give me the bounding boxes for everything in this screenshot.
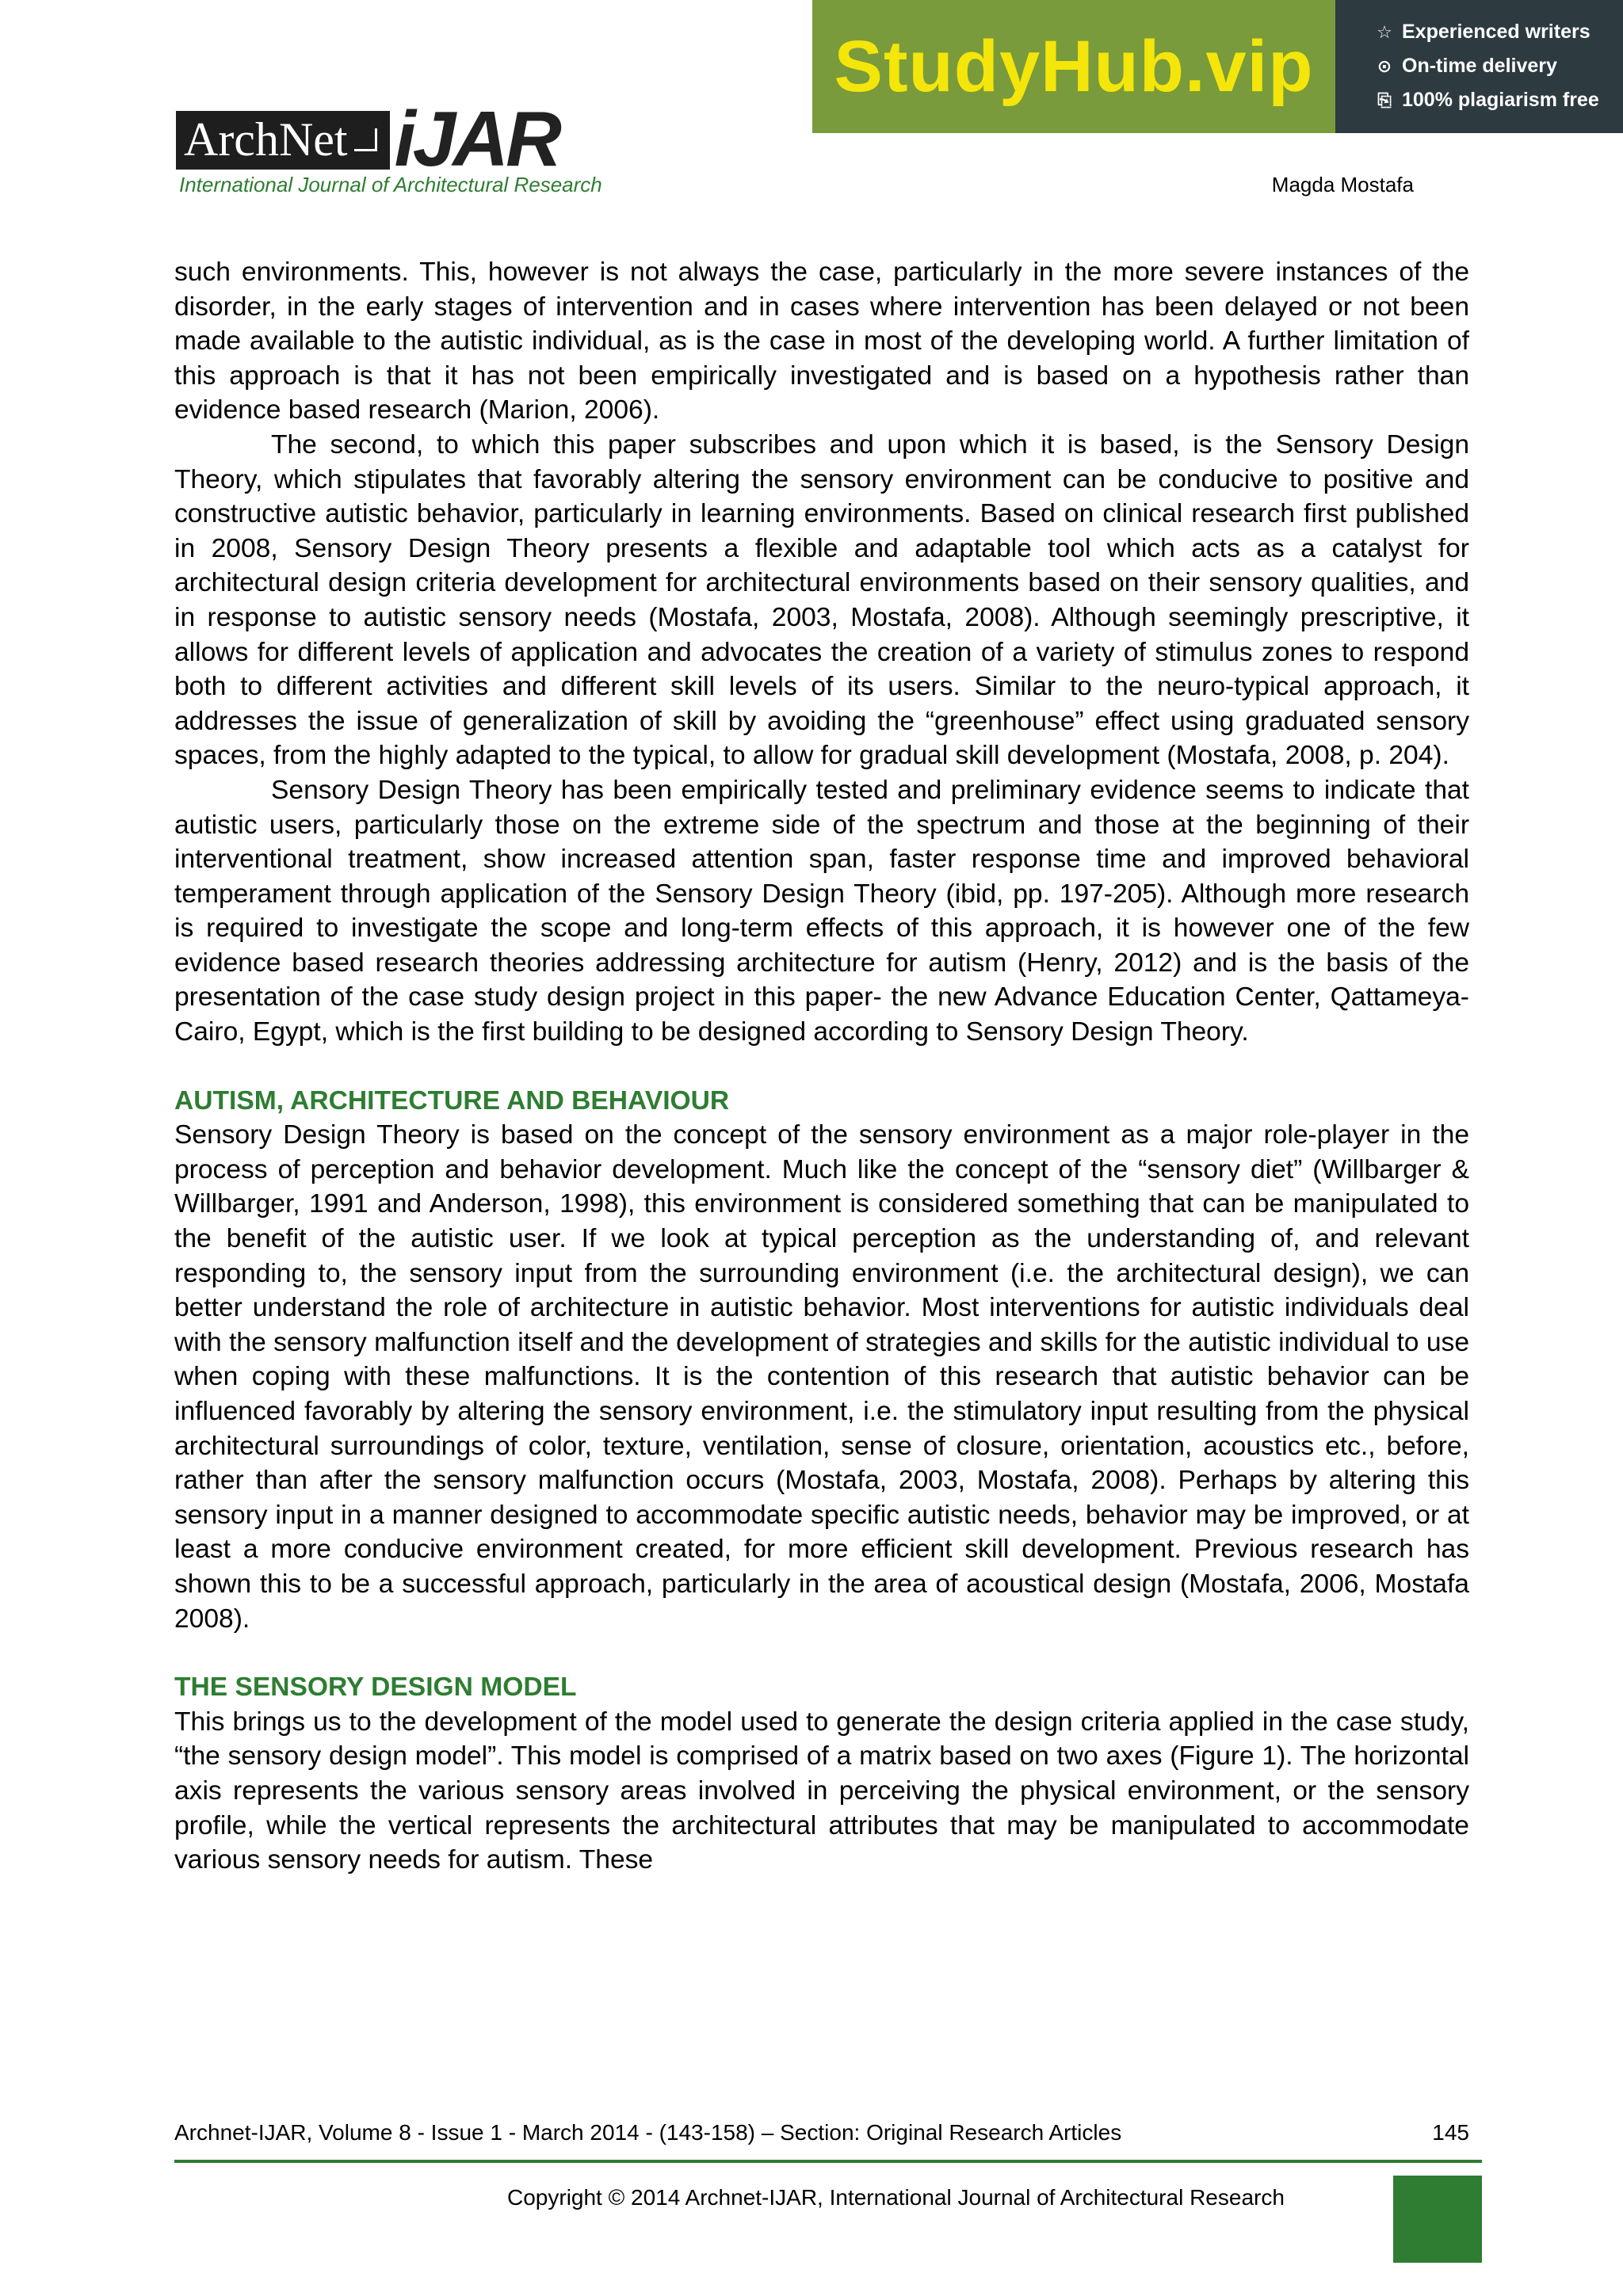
- author-name: Magda Mostafa: [1271, 173, 1414, 196]
- ad-feature-plagiarism: [1375, 89, 1623, 112]
- footer-citation-row: [174, 2120, 1469, 2145]
- star-icon: ☆: [1377, 21, 1392, 42]
- footer-green-box: [1393, 2176, 1482, 2263]
- ad-feature-label: 100% plagiarism free: [1402, 89, 1599, 111]
- section-heading: THE SENSORY DESIGN MODEL: [174, 1672, 577, 1703]
- paragraph: Sensory Design Theory is based on the concept of the sensory environment as a major role-player in the process of perception and behavior development. Much like the concept of the “sensory diet” (Willbarger & Willbarger, 1991 and Anderson, 1998), this environment is considered something that can be manipulated to the benefit of the autistic user. If we look at typical perception as the understanding of, and relevant responding to, the sensory input from the surrounding environment (i.e. the architectural design), we can better understand the role of architecture in autistic behavior. Most interventions for autistic individuals deal with the sensory malfunction itself and the development of strategies and skills for the autistic individual to use when coping with these malfunctions. It is the contention of this research that autistic behavior can be influenced favorably by altering the sensory environment, i.e. the stimulatory input resulting from the physical architectural surroundings of color, texture, ventilation, sense of closure, orientation, acoustics etc., before, rather than after the sensory malfunction occurs (Mostafa, 2003, Mostafa, 2008). Perhaps by altering this sensory input in a manner designed to accommodate specific autistic needs, behavior may be improved, or at least a more conducive environment created, for more efficient skill development. Previous research has shown this to be a successful approach, particularly in the area of acoustical design (Mostafa, 2006, Mostafa 2008).: [174, 1120, 1469, 1634]
- journal-logo: [176, 94, 642, 182]
- ad-feature-writers: [1375, 21, 1623, 44]
- footer-divider: [174, 2160, 1482, 2163]
- ad-banner[interactable]: [812, 0, 1623, 133]
- copy-icon: ⎘: [1377, 90, 1392, 110]
- page-number: 145: [1432, 2120, 1469, 2145]
- footer-citation: Archnet-IJAR, Volume 8 - Issue 1 - March 2014 - (143-158) – Section: Original Research Articles: [174, 2120, 1122, 2145]
- paragraph: The second, to which this paper subscribes and upon which it is based, is the Sensory Design Theory, which stipulates that favorably altering the sensory environment can be conducive to positive and constructive autistic behavior, particularly in learning environments. Based on clinical research first published in 2008, Sensory Design Theory presents a flexible and adaptable tool which acts as a catalyst for architectural design criteria development for architectural environments based on their sensory qualities, and in response to autistic sensory needs (Mostafa, 2003, Mostafa, 2008). Although seemingly prescriptive, it allows for different levels of application and advocates the creation of a variety of stimulus zones to respond both to different activities and different skill levels of its users. Similar to the neuro-typical approach, it addresses the issue of generalization of skill by avoiding the “greenhouse” effect using graduated sensory spaces, from the highly adapted to the typical, to allow for gradual skill development (Mostafa, 2008, p. 204).: [174, 429, 1469, 771]
- ad-feature-delivery: [1375, 55, 1623, 78]
- ijar-logo: iJAR: [394, 94, 559, 182]
- footer-copyright: Copyright © 2014 Archnet-IJAR, International Journal of Architectural Research: [507, 2185, 1285, 2210]
- archnet-logo: [176, 111, 390, 170]
- article-body: [174, 255, 1469, 1878]
- paragraph: such environments. This, however is not always the case, particularly in the more severe instances of the disorder, in the early stages of intervention and in cases where intervention has been delayed or not been made available to the autistic individual, as is the case in most of the developing world. A further limitation of this approach is that it has not been empirically investigated and is based on a hypothesis rather than evidence based research (Marion, 2006).: [174, 257, 1469, 425]
- ad-logo: StudyHub.vip: [834, 25, 1314, 107]
- ad-feature-label: Experienced writers: [1402, 21, 1591, 43]
- ad-feature-label: On-time delivery: [1402, 55, 1557, 77]
- ad-logo-panel[interactable]: [812, 0, 1335, 133]
- paragraph: Sensory Design Theory has been empirically tested and preliminary evidence seems to indicate that autistic users, particularly those on the extreme side of the spectrum and those at the beginning of their interventional treatment, show increased attention span, faster response time and improved behavioral temperament through application of the Sensory Design Theory (ibid, pp. 197-205). Although more research is required to investigate the scope and long-term effects of this approach, it is however one of the few evidence based research theories addressing architecture for autism (Henry, 2012) and is the basis of the presentation of the case study design project in this paper- the new Advance Education Center, Qattameya-Cairo, Egypt, which is the first building to be designed according to Sensory Design Theory.: [174, 775, 1469, 1047]
- ad-features-panel: [1335, 0, 1623, 133]
- paragraph: This brings us to the development of the model used to generate the design criteria applied in the case study, “the sensory design model”. This model is comprised of a matrix based on two axes (Figure 1). The horizontal axis represents the various sensory areas involved in perceiving the physical environment, or the sensory profile, while the vertical represents the architectural attributes that may be manipulated to accommodate various sensory needs for autism. These: [174, 1707, 1469, 1875]
- journal-name: International Journal of Architectural Research: [179, 173, 602, 196]
- clock-icon: ⊙: [1377, 55, 1392, 76]
- section-heading: AUTISM, ARCHITECTURE AND BEHAVIOUR: [174, 1085, 730, 1116]
- logo-square-icon: [354, 128, 377, 151]
- archnet-logo-text: ArchNet: [184, 113, 348, 166]
